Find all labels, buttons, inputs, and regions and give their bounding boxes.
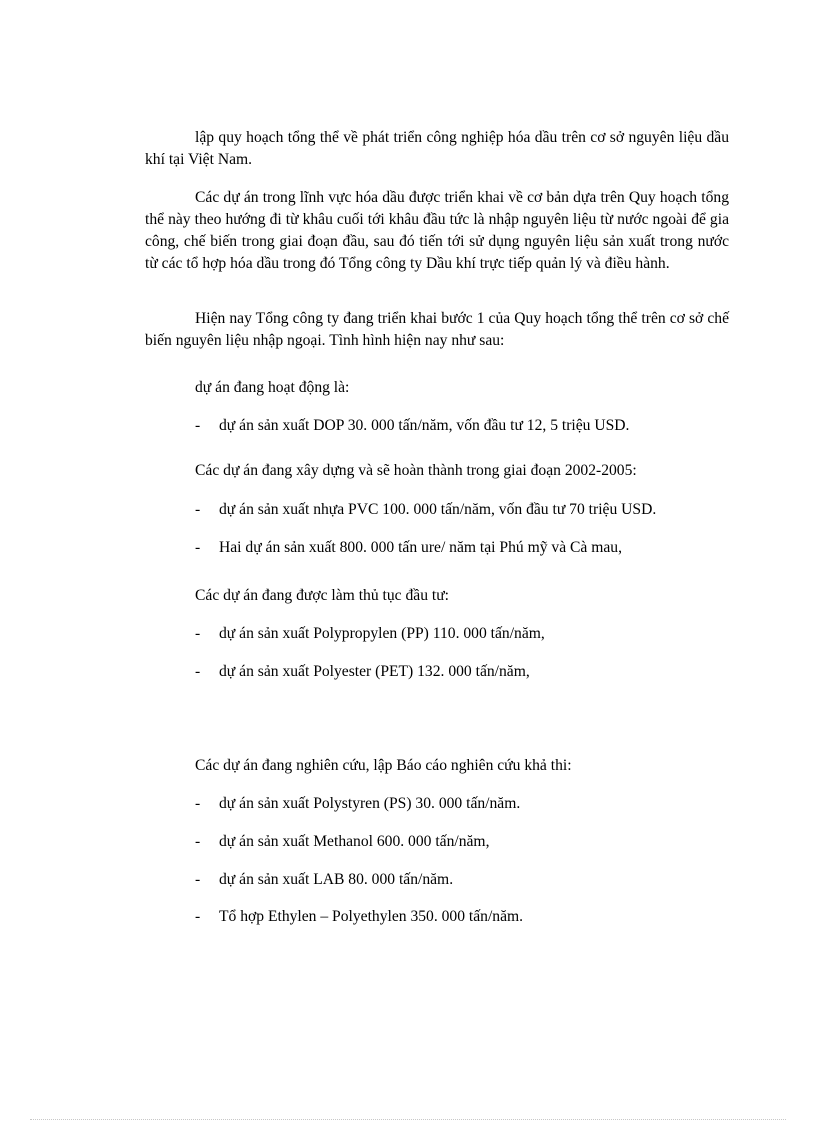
list-item-text: dự án sản xuất nhựa PVC 100. 000 tấn/năm, vốn đầu tư 70 triệu USD. bbox=[219, 501, 657, 518]
list-item-text: Hai dự án sản xuất 800. 000 tấn ure/ năm tại Phú mỹ và Cà mau, bbox=[219, 539, 622, 556]
list-item-text: dự án sản xuất Polystyren (PS) 30. 000 tấn/năm. bbox=[219, 795, 521, 812]
list-item bbox=[195, 499, 656, 521]
bullet-dash: - bbox=[195, 625, 201, 642]
list-item bbox=[195, 831, 489, 853]
list-item-text: dự án sản xuất Polyester (PET) 132. 000 tấn/năm, bbox=[219, 663, 530, 680]
bullet-dash: - bbox=[195, 795, 201, 812]
list-item-text: Tổ hợp Ethylen – Polyethylen 350. 000 tấn/năm. bbox=[219, 908, 524, 925]
list-item-text: dự án sản xuất DOP 30. 000 tấn/năm, vốn đầu tư 12, 5 triệu USD. bbox=[219, 417, 630, 434]
list-item-text: dự án sản xuất LAB 80. 000 tấn/năm. bbox=[219, 871, 454, 888]
section-heading-investment-procedures: Các dự án đang được làm thủ tục đầu tư: bbox=[195, 587, 450, 604]
list-item bbox=[195, 537, 622, 559]
section-heading-operating: dự án đang hoạt động là: bbox=[195, 379, 350, 396]
list-item bbox=[195, 623, 545, 645]
bullet-dash: - bbox=[195, 663, 201, 680]
bullet-dash: - bbox=[195, 908, 201, 925]
list-item bbox=[195, 906, 523, 928]
list-item bbox=[195, 793, 520, 815]
list-item bbox=[195, 869, 453, 891]
bullet-dash: - bbox=[195, 501, 201, 518]
list-item-text: dự án sản xuất Polypropylen (PP) 110. 000 tấn/năm, bbox=[219, 625, 545, 642]
list-item bbox=[195, 415, 629, 437]
paragraph-projects-overview: Các dự án trong lĩnh vực hóa dầu được triển khai về cơ bản dựa trên Quy hoạch tổng thể này theo hướng đi từ khâu cuối tới khâu đầu tức là nhập nguyên liệu từ nước ngoài để gia công, chế biến trong giai đoạn đầu, sau đó tiến tới sử dụng nguyên liệu sản xuất trong nước từ các tổ hợp hóa dầu trong đó Tổng công ty Dầu khí trực tiếp quản lý và điều hành. bbox=[145, 189, 729, 272]
bullet-dash: - bbox=[195, 539, 201, 556]
section-heading-under-construction: Các dự án đang xây dựng và sẽ hoàn thành trong giai đoạn 2002-2005: bbox=[195, 462, 637, 479]
section-heading-feasibility-studies: Các dự án đang nghiên cứu, lập Báo cáo nghiên cứu khả thi: bbox=[195, 757, 572, 774]
list-item bbox=[195, 661, 530, 683]
list-item-text: dự án sản xuất Methanol 600. 000 tấn/năm, bbox=[219, 833, 490, 850]
bullet-dash: - bbox=[195, 871, 201, 888]
page-bottom-divider bbox=[30, 1119, 786, 1120]
bullet-dash: - bbox=[195, 833, 201, 850]
bullet-dash: - bbox=[195, 417, 201, 434]
paragraph-current-status: Hiện nay Tổng công ty đang triển khai bước 1 của Quy hoạch tổng thể trên cơ sở chế biến nguyên liệu nhập ngoại. Tình hình hiện nay như sau: bbox=[145, 310, 729, 349]
paragraph-intro: lập quy hoạch tổng thể về phát triển công nghiệp hóa dầu trên cơ sở nguyên liệu dầu khí tại Việt Nam. bbox=[145, 129, 729, 168]
